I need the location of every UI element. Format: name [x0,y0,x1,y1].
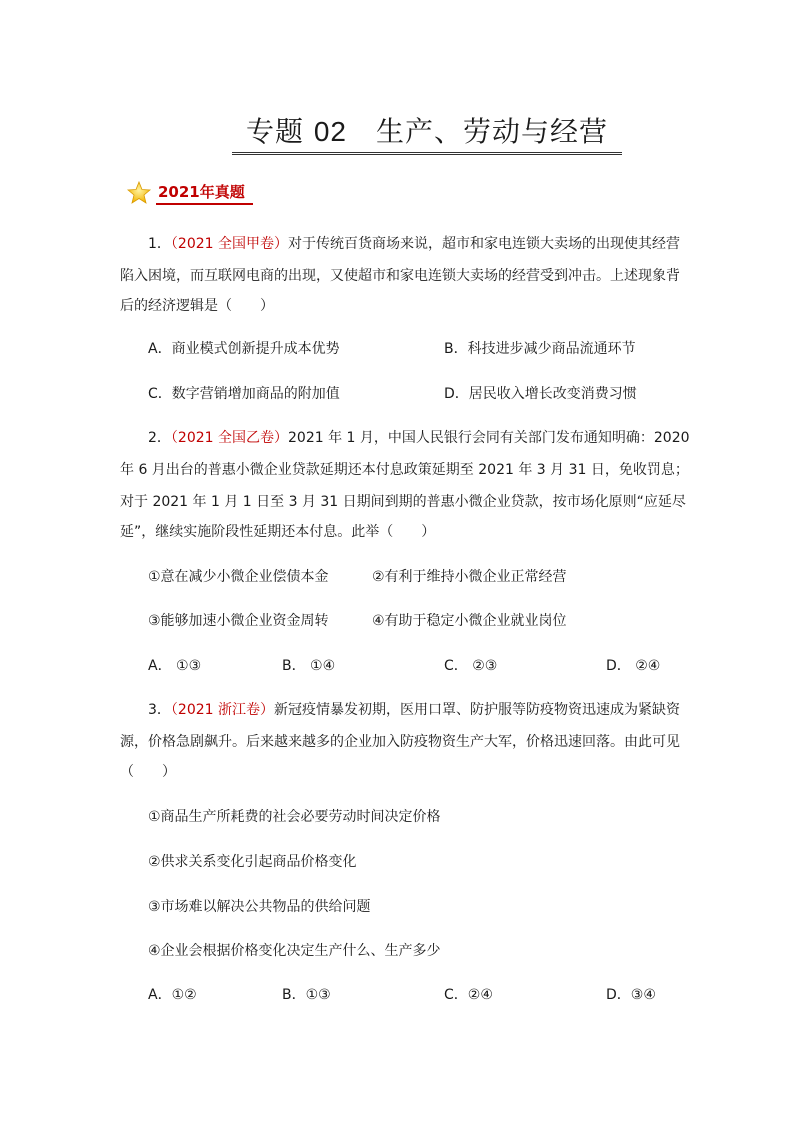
question-2-line-4: 延”，继续实施阶段性延期还本付息。此举（ ） [120,524,436,540]
title-prefix: 专题 [245,115,314,148]
question-1-number: 1． [148,236,171,252]
question-1-option-a[interactable]: A．商业模式创新提升成本优势 [148,341,340,357]
section-header [126,178,253,208]
question-3-statement-2: ②供求关系变化引起商品价格变化 [148,854,357,870]
title-text: 生产、劳动与经营 [376,115,609,148]
question-2-source: （2021 全国乙卷） [170,430,289,446]
question-3-source: （2021 浙江卷） [170,702,275,718]
question-3-line-2: 源，价格急剧飙升。后来越来越多的企业加入防疫物资生产大军，价格迅速回落。由此可见 [120,734,680,750]
question-1-line-3: 后的经济逻辑是（ ） [120,298,274,314]
question-2-statement-1: ①意在减少小微企业偿债本金 [148,569,329,585]
question-2-line-3: 对于 2021 年 1 月 1 日至 3 月 31 日期间到期的普惠小微企业贷款，按市场化原则“应延尽 [120,494,686,510]
question-1-option-d[interactable]: D．居民收入增长改变消费习惯 [444,386,637,402]
question-1-line-2: 陷入困境，而互联网电商的出现，又使超市和家电连锁大卖场的经营受到冲击。上述现象背 [120,268,680,284]
question-2-option-c[interactable]: C． ②③ [444,658,498,674]
question-1-line-1: 1．（2021 全国甲卷）对于传统百货商场来说，超市和家电连锁大卖场的出现使其经营 [148,236,681,252]
question-2-option-d[interactable]: D． ②④ [606,658,661,674]
question-3-option-c[interactable]: C．②④ [444,987,493,1003]
question-2-line-1: 2．（2021 全国乙卷）2021 年 1 月，中国人民银行会同有关部门发布通知明确：2020 [148,430,690,446]
title-number: 02 [313,116,348,147]
question-2-statement-4: ④有助于稳定小微企业就业岗位 [372,613,567,629]
section-label: 2021年真题 [156,181,253,205]
question-3-number: 3． [148,702,171,718]
question-1-source: （2021 全国甲卷） [170,236,289,252]
question-1-option-c[interactable]: C．数字营销增加商品的附加值 [148,386,340,402]
question-2-option-b[interactable]: B． ①④ [282,658,336,674]
star-icon [126,180,152,206]
question-2-line-2: 年 6 月出台的普惠小微企业贷款延期还本付息政策延期至 2021 年 3 月 31 日，免收罚息； [120,462,689,478]
question-3-option-b[interactable]: B．①③ [282,987,331,1003]
question-3-option-a[interactable]: A．①② [148,987,197,1003]
question-3-line-3: （ ） [120,764,176,780]
question-2-option-a[interactable]: A． ①③ [148,658,202,674]
question-3-statement-1: ①商品生产所耗费的社会必要劳动时间决定价格 [148,809,441,825]
question-2-statement-2: ②有利于维持小微企业正常经营 [372,569,567,585]
question-3-line-1: 3．（2021 浙江卷）新冠疫情暴发初期，医用口罩、防护服等防疫物资迅速成为紧缺资 [148,702,681,718]
question-3-statement-3: ③市场难以解决公共物品的供给问题 [148,899,371,915]
question-3-option-d[interactable]: D．③④ [606,987,656,1003]
question-2-statement-3: ③能够加速小微企业资金周转 [148,613,329,629]
document-title [232,110,622,155]
question-1-option-b[interactable]: B．科技进步减少商品流通环节 [444,341,636,357]
question-2-number: 2． [148,430,171,446]
question-3-statement-4: ④企业会根据价格变化决定生产什么、生产多少 [148,943,441,959]
